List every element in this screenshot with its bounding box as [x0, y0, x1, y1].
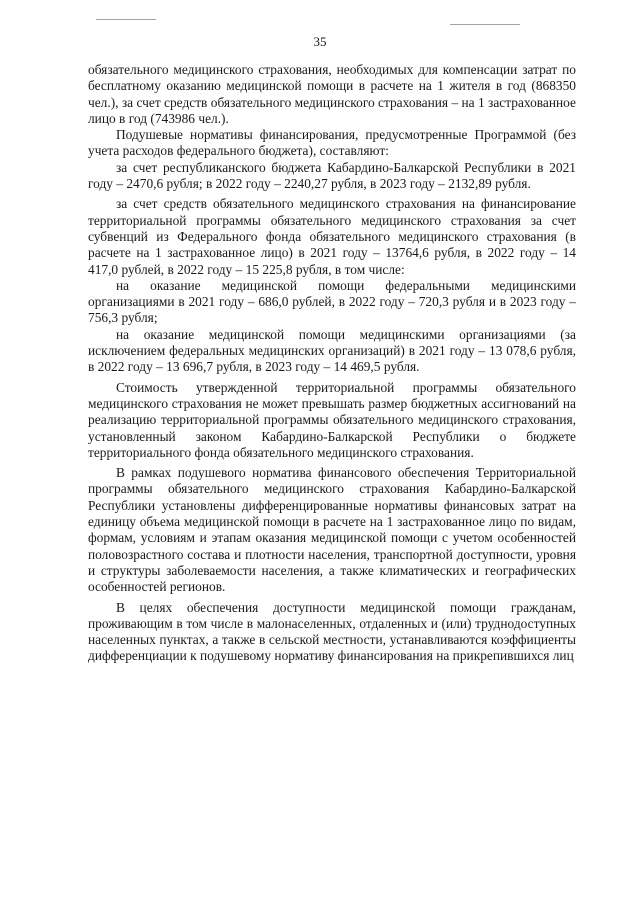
paragraph: за счет средств обязательного медицинского страхования на финансирование территориальной программы обязательного медицинского страхования за счет субвенций из Федерального фонда обязательного медицинского страхования (в расчете на 1 застрахованное лицо) в 2021 году – 13764,6 рубля, в 2022 году – 14 417,0 рублей, в 2022 году – 15 225,8 рубля, в том числе:	[88, 196, 576, 277]
scan-artifact-line	[450, 24, 520, 25]
paragraph: на оказание медицинской помощи федеральными медицинскими организациями в 2021 году – 686,0 рублей, в 2022 году – 720,3 рубля и в 2023 году – 756,3 рубля;	[88, 277, 576, 326]
paragraph: Стоимость утвержденной территориальной программы обязательного медицинского страхования не может превышать размер бюджетных ассигнований на реализацию территориальной программы обязательного медицинского страхования, установленный законом Кабардино-Балкарской Республики о бюджете территориального фонда обязательного медицинского страхования.	[88, 379, 576, 460]
paragraph: за счет республиканского бюджета Кабардино-Балкарской Республики в 2021 году – 2470,6 рубля; в 2022 году – 2240,27 рубля, в 2023 году – 2132,89 рубля.	[88, 159, 576, 192]
paragraph: на оказание медицинской помощи медицинскими организациями (за исключением федеральных медицинских организаций) в 2021 году – 13 078,6 рубля, в 2022 году – 13 696,7 рубля, в 2023 году – 14 469,5 рубля.	[88, 326, 576, 375]
scan-artifact-line	[96, 19, 156, 20]
paragraph: В рамках подушевого норматива финансового обеспечения Территориальной программы обязательного медицинского страхования Кабардино-Балкарской Республики установлены дифференцированные нормативы финансовых затрат на единицу объема медицинской помощи в расчете на 1 застрахованное лицо по видам, формам, условиям и этапам оказания медицинской помощи с учетом особенностей половозрастного состава и плотности населения, транспортной доступности, уровня и структуры заболеваемости населения, а также климатических и географических особенностей регионов.	[88, 465, 576, 595]
paragraph: обязательного медицинского страхования, необходимых для компенсации затрат по бесплатному оказанию медицинской помощи в расчете на 1 жителя в год (868350 чел.), за счет средств обязательного медицинского страхования – на 1 застрахованное лицо в год (743986 чел.).	[88, 62, 576, 126]
paragraph: В целях обеспечения доступности медицинской помощи гражданам, проживающим в том числе в малонаселенных, отдаленных и (или) труднодоступных населенных пунктах, а также в сельской местности, устанавливаются коэффициенты дифференциации к подушевому нормативу финансирования на прикрепившихся лиц	[88, 599, 576, 664]
paragraph: Подушевые нормативы финансирования, предусмотренные Программой (без учета расходов федерального бюджета), составляют:	[88, 127, 576, 159]
document-body	[88, 62, 576, 665]
page-number: 35	[313, 34, 327, 49]
